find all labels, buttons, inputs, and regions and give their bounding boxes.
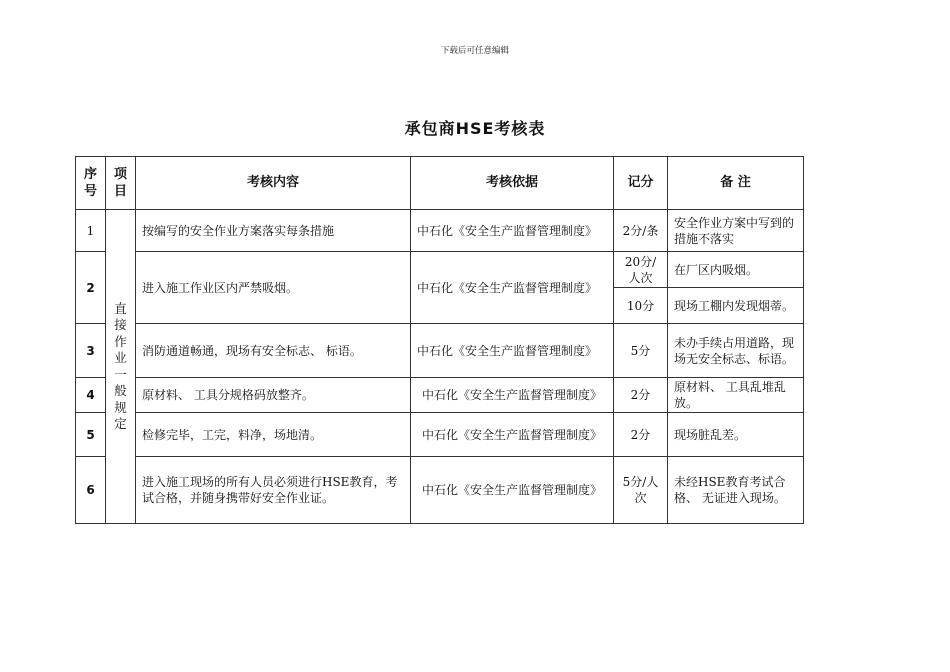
row-seq: 4 (76, 378, 106, 413)
table-row (76, 413, 804, 457)
row-seq: 5 (76, 413, 106, 457)
table-row (76, 252, 804, 288)
header-item: 项目 (106, 157, 136, 210)
header-score: 记分 (614, 157, 668, 210)
row-seq: 6 (76, 457, 106, 524)
row-content: 原材料、 工具分规格码放整齐。 (136, 378, 411, 413)
table-row (76, 378, 804, 413)
row-seq: 3 (76, 324, 106, 378)
row-content: 消防通道畅通，现场有安全标志、 标语。 (136, 324, 411, 378)
row-content: 检修完毕，工完，料净，场地清。 (136, 413, 411, 457)
table-row (76, 324, 804, 378)
row-remark: 未经HSE教育考试合格、 无证进入现场。 (668, 457, 804, 524)
header-basis: 考核依据 (411, 157, 614, 210)
page-title: 承包商HSE考核表 (404, 119, 546, 138)
row-remark: 安全作业方案中写到的措施不落实 (668, 210, 804, 252)
table-row (76, 457, 804, 524)
row-remark: 原材料、 工具乱堆乱放。 (668, 378, 804, 413)
item-group (106, 210, 136, 524)
header-remark: 备 注 (668, 157, 804, 210)
header-seq: 序号 (76, 157, 106, 210)
row-score-secondary: 10分 (614, 288, 668, 324)
row-basis: 中石化《安全生产监督管理制度》 (411, 378, 614, 413)
table-row (76, 210, 804, 252)
row-remark: 在厂区内吸烟。 (668, 252, 804, 288)
row-score: 2分 (614, 413, 668, 457)
row-content: 进入施工现场的所有人员必须进行HSE教育，考试合格，并随身携带好安全作业证。 (136, 457, 411, 524)
table-header-row (76, 157, 804, 210)
row-basis: 中石化《安全生产监督管理制度》 (411, 210, 614, 252)
row-remark: 现场脏乱差。 (668, 413, 804, 457)
row-score: 2分 (614, 378, 668, 413)
row-remark: 未办手续占用道路，现场无安全标志、标语。 (668, 324, 804, 378)
row-score: 2分/条 (614, 210, 668, 252)
row-basis: 中石化《安全生产监督管理制度》 (411, 252, 614, 324)
row-score: 20分/人次 (614, 252, 668, 288)
row-content: 进入施工作业区内严禁吸烟。 (136, 252, 411, 324)
row-seq: 1 (76, 210, 106, 252)
row-score: 5分 (614, 324, 668, 378)
row-content: 按编写的安全作业方案落实每条措施 (136, 210, 411, 252)
row-basis: 中石化《安全生产监督管理制度》 (411, 413, 614, 457)
row-basis: 中石化《安全生产监督管理制度》 (411, 324, 614, 378)
hse-assessment-table (75, 156, 804, 524)
header-content: 考核内容 (136, 157, 411, 210)
row-seq: 2 (76, 252, 106, 324)
row-score: 5分/人次 (614, 457, 668, 524)
row-basis: 中石化《安全生产监督管理制度》 (411, 457, 614, 524)
row-remark-secondary: 现场工棚内发现烟蒂。 (668, 288, 804, 324)
header-note: 下载后可任意编辑 (440, 46, 509, 56)
item-group-label: 直接作业一般规定 (114, 300, 127, 431)
